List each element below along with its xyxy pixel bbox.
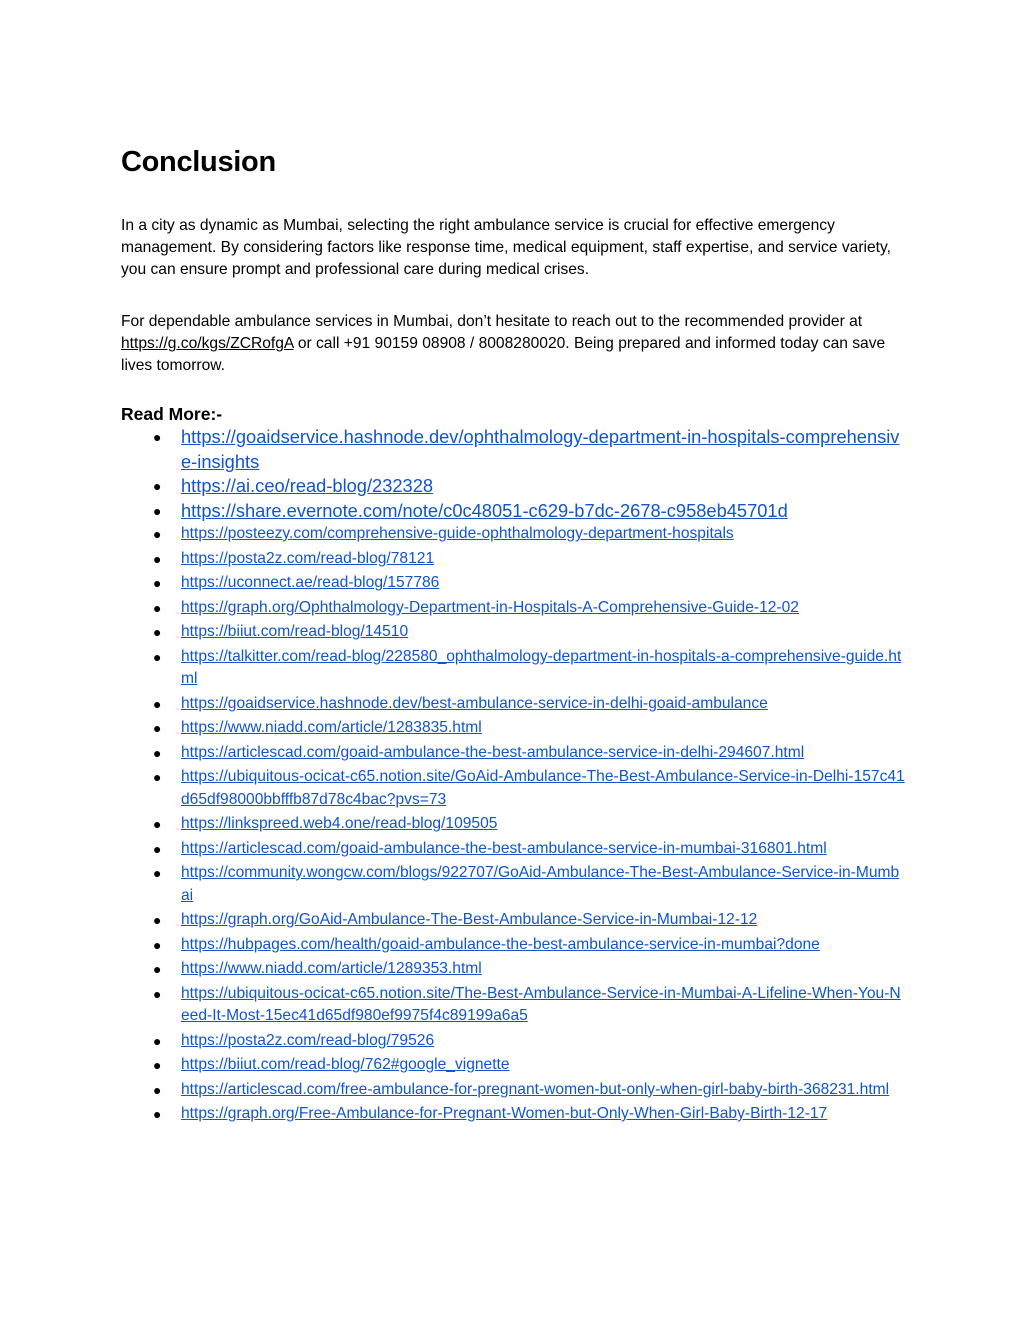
contact-paragraph	[121, 311, 905, 377]
read-more-link[interactable]: https://goaidservice.hashnode.dev/best-ambulance-service-in-delhi-goaid-ambulance	[181, 694, 768, 712]
read-more-link[interactable]: https://ubiquitous-ocicat-c65.notion.site/The-Best-Ambulance-Service-in-Mumbai-A-Lifeline-When-You-Need-It-Most-15ec41d65df980ef9975f4c89199a6a5	[181, 984, 901, 1024]
list-item	[121, 621, 905, 644]
read-more-link[interactable]: https://articlescad.com/goaid-ambulance-the-best-ambulance-service-in-delhi-294607.html	[181, 743, 805, 761]
read-more-list	[121, 425, 905, 1126]
conclusion-paragraph: In a city as dynamic as Mumbai, selecting the right ambulance service is crucial for effective emergency management. By considering factors like response time, medical equipment, staff expertise, and service variety, you can ensure prompt and professional care during medical crises.	[121, 217, 891, 278]
read-more-link[interactable]: https://ai.ceo/read-blog/232328	[181, 475, 434, 496]
bullet-icon: ●	[153, 744, 162, 761]
bullet-icon: ●	[153, 478, 162, 494]
read-more-link[interactable]: https://articlescad.com/goaid-ambulance-the-best-ambulance-service-in-mumbai-316801.html	[181, 839, 827, 857]
bullet-icon: ●	[153, 429, 162, 445]
list-item	[121, 934, 905, 957]
bullet-icon: ●	[153, 648, 162, 665]
read-more-link[interactable]: https://community.wongcw.com/blogs/922707/GoAid-Ambulance-The-Best-Ambulance-Service-in-Mumbai	[181, 864, 900, 904]
read-more-link[interactable]: https://www.niadd.com/article/1289353.html	[181, 960, 482, 977]
list-item	[121, 1079, 905, 1102]
bullet-icon: ●	[153, 912, 162, 928]
list-item	[121, 572, 905, 595]
list-item	[121, 548, 905, 571]
list-item	[121, 862, 905, 907]
list-item	[121, 1030, 905, 1053]
list-item	[121, 813, 905, 836]
bullet-icon: ●	[153, 695, 162, 712]
bullet-icon: ●	[153, 599, 162, 616]
read-more-link[interactable]: https://graph.org/GoAid-Ambulance-The-Best-Ambulance-Service-in-Mumbai-12-12	[181, 911, 758, 928]
contact-text-before: For dependable ambulance services in Mumbai, don’t hesitate to reach out to the recommended provider at	[121, 313, 863, 330]
read-more-link[interactable]: https://share.evernote.com/note/c0c48051-c629-b7dc-2678-c958eb45701d	[181, 499, 788, 521]
bullet-icon: ●	[153, 985, 162, 1002]
read-more-link[interactable]: https://articlescad.com/free-ambulance-for-pregnant-women-but-only-when-girl-baby-birth-368231.html	[181, 1080, 890, 1098]
bullet-icon: ●	[153, 1057, 162, 1073]
list-item	[121, 838, 905, 861]
read-more-link[interactable]: https://biiut.com/read-blog/762#google_vignette	[181, 1056, 510, 1073]
contact-text-after: or call +91 90159 08908 / 8008280020. Being prepared and informed today can save lives tomorrow.	[121, 335, 886, 374]
bullet-icon: ●	[153, 961, 162, 977]
bullet-icon: ●	[153, 1081, 162, 1098]
bullet-icon: ●	[153, 816, 162, 832]
list-item	[121, 958, 905, 981]
list-item	[121, 425, 905, 474]
provider-link[interactable]: https://g.co/kgs/ZCRofgA	[121, 335, 294, 352]
read-more-heading: Read More:-	[121, 404, 223, 424]
list-item	[121, 523, 905, 546]
document-page	[121, 140, 905, 1128]
read-more-link[interactable]: https://ubiquitous-ocicat-c65.notion.site/GoAid-Ambulance-The-Best-Ambulance-Service-in-Delhi-157c41d65df98000bbfffb87d78c4bac?pvs=73	[181, 768, 905, 808]
bullet-icon: ●	[153, 720, 162, 736]
list-item	[121, 1054, 905, 1077]
read-more-link[interactable]: https://graph.org/Ophthalmology-Department-in-Hospitals-A-Comprehensive-Guide-12-02	[181, 598, 799, 616]
conclusion-heading: Conclusion	[121, 146, 276, 178]
list-item	[121, 766, 905, 811]
bullet-icon: ●	[153, 575, 162, 591]
list-item	[121, 717, 905, 740]
read-more-link[interactable]: https://talkitter.com/read-blog/228580_ophthalmology-department-in-hospitals-a-comprehensive-guide.html	[181, 647, 902, 687]
list-item	[121, 1103, 905, 1126]
read-more-link[interactable]: https://posteezy.com/comprehensive-guide-ophthalmology-department-hospitals	[181, 525, 734, 542]
bullet-icon: ●	[153, 550, 162, 567]
bullet-icon: ●	[153, 769, 162, 785]
bullet-icon: ●	[153, 624, 162, 640]
list-item	[121, 909, 905, 932]
read-more-link[interactable]: https://goaidservice.hashnode.dev/ophthalmology-department-in-hospitals-comprehensive-insights	[181, 426, 900, 472]
read-more-link[interactable]: https://www.niadd.com/article/1283835.html	[181, 719, 482, 736]
bullet-icon: ●	[153, 865, 162, 881]
list-item	[121, 646, 905, 691]
bullet-icon: ●	[153, 1106, 162, 1122]
bullet-icon: ●	[153, 936, 162, 953]
read-more-link[interactable]: https://biiut.com/read-blog/14510	[181, 623, 409, 640]
read-more-link[interactable]: https://hubpages.com/health/goaid-ambulance-the-best-ambulance-service-in-mumbai?done	[181, 935, 820, 953]
list-item	[121, 983, 905, 1028]
list-item	[121, 597, 905, 620]
read-more-link[interactable]: https://linkspreed.web4.one/read-blog/109505	[181, 815, 498, 832]
bullet-icon: ●	[153, 840, 162, 857]
list-item	[121, 499, 905, 524]
read-more-link[interactable]: https://graph.org/Free-Ambulance-for-Pregnant-Women-but-Only-When-Girl-Baby-Birth-12-17	[181, 1105, 828, 1122]
bullet-icon: ●	[153, 526, 162, 542]
list-item	[121, 474, 905, 499]
list-item	[121, 742, 905, 765]
bullet-icon: ●	[153, 502, 162, 519]
list-item	[121, 693, 905, 716]
read-more-link[interactable]: https://posta2z.com/read-blog/78121	[181, 549, 435, 567]
read-more-link[interactable]: https://posta2z.com/read-blog/79526	[181, 1031, 435, 1049]
bullet-icon: ●	[153, 1032, 162, 1049]
read-more-link[interactable]: https://uconnect.ae/read-blog/157786	[181, 574, 440, 591]
